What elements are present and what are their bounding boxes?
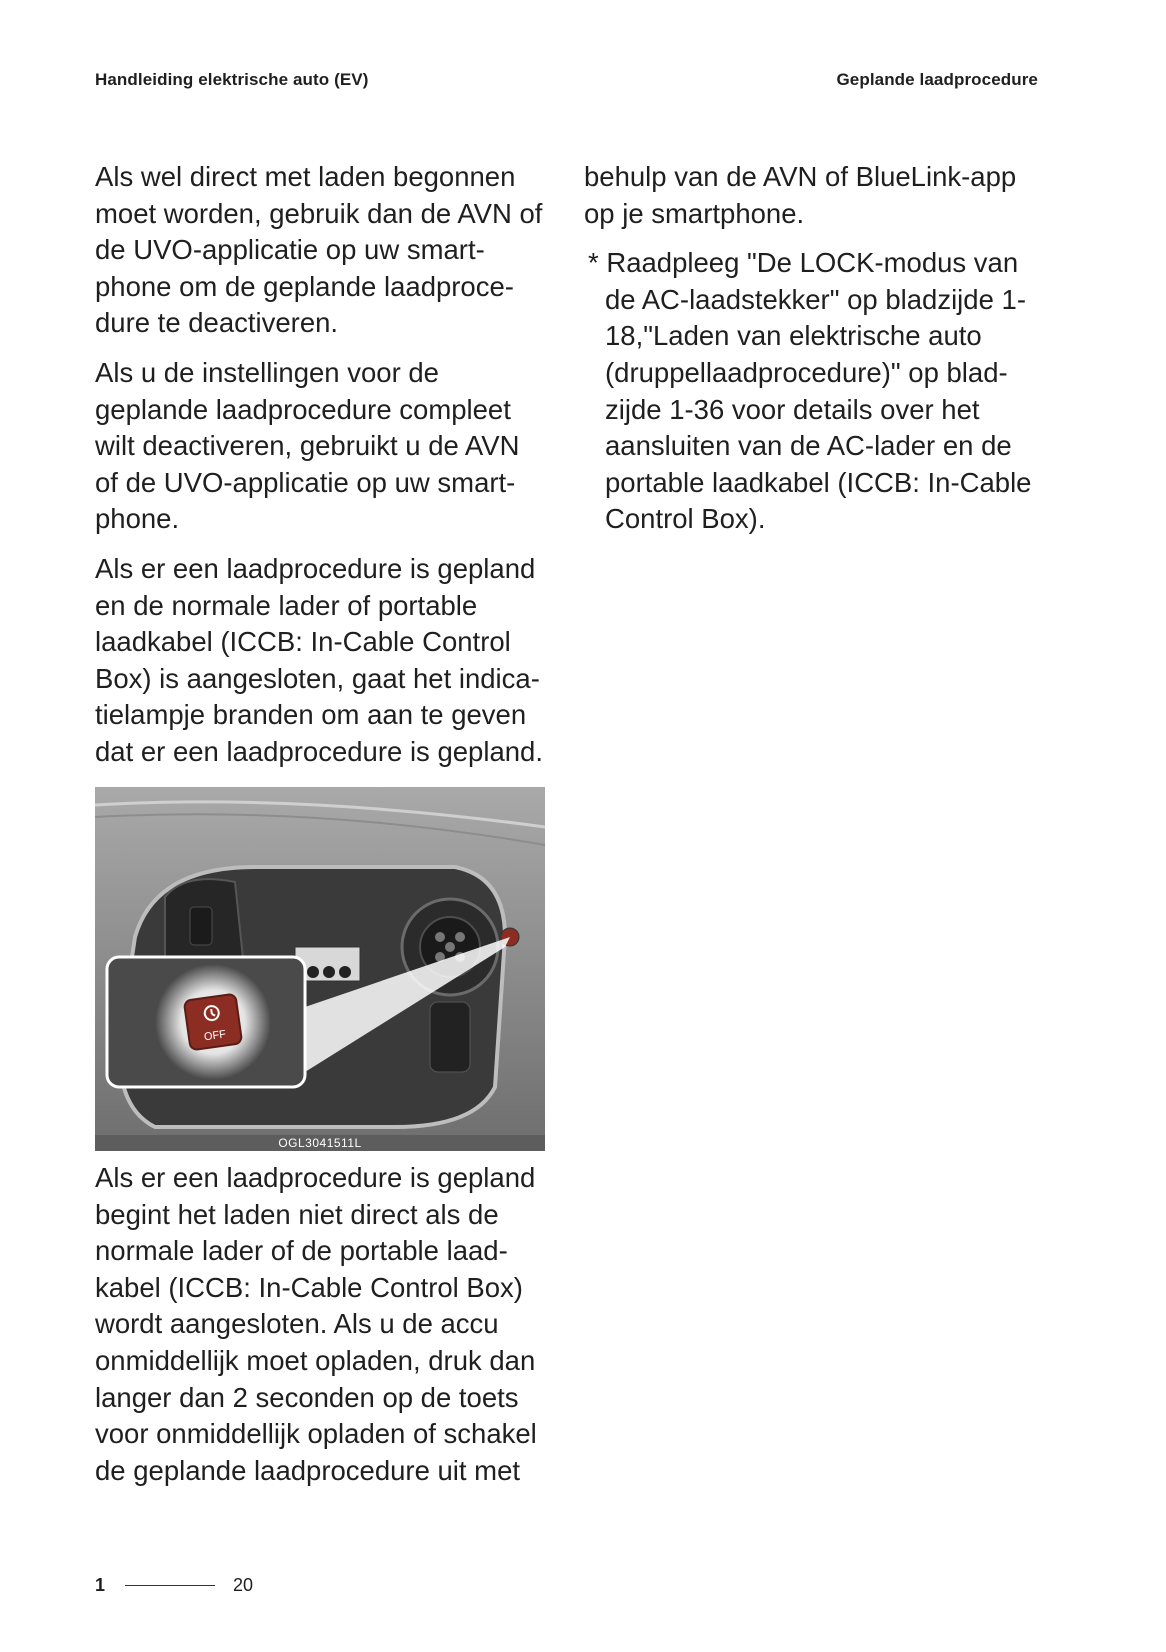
chapter-number: 1 [95, 1575, 106, 1595]
charge-off-button-icon [184, 994, 242, 1051]
paragraph-deactivate-settings: Als u de instellingen voor de geplande laadprocedure compleet wilt deactiveren, gebruikt u de AVN of de UVO-applicatie op uw smartphone. [95, 356, 520, 535]
footer-divider [125, 1585, 215, 1586]
page-footer [95, 1575, 253, 1596]
left-column-continued [95, 1160, 545, 1502]
charging-port-illustration [95, 787, 545, 1151]
left-column [95, 159, 545, 784]
running-header-section: Geplande laadprocedure [836, 70, 1038, 89]
reference-note: * Raadpleeg "De LOCK-modus van de AC-laadstekker" op bladzijde 1-18,"Laden van elektrische auto (druppellaadprocedure)" op bladzijde 1-36 voor details over het aansluiten van de AC-lader en de portable laadkabel (ICCB: In-Cable Control Box). [588, 247, 1032, 535]
paragraph-indicator-lamp: Als er een laadprocedure is gepland en de normale lader of portable laadkabel (ICCB: In-Cable Control Box) is aangesloten, gaat het indicatielampje branden om aan te geven dat er een laadprocedure is gepland. [95, 552, 543, 767]
running-header-title: Handleiding elektrische auto (EV) [95, 70, 369, 89]
page-number: 20 [233, 1575, 254, 1595]
figure-code: OGL3041511L [95, 1135, 545, 1151]
paragraph-bluelink: behulp van de AVN of BlueLink-app op je smartphone. [584, 161, 1017, 229]
svg-text:OFF: OFF [203, 1028, 227, 1044]
charging-port-figure [95, 787, 545, 1151]
right-column [584, 159, 1054, 551]
paragraph-direct-charging: Als wel direct met laden begonnen moet worden, gebruik dan de AVN of de UVO-applicatie op uw smartphone om de geplande laadprocedure te deactiveren. [95, 161, 543, 339]
paragraph-scheduled-charging: Als er een laadprocedure is gepland begint het laden niet direct als de normale lader of de portable laadkabel (ICCB: In-Cable Control Box) wordt aangesloten. Als u de accu onmiddellijk moet opladen, druk dan langer dan 2 seconden op de toets voor onmiddellijk opladen of schakel de geplande laadprocedure uit met [95, 1162, 537, 1486]
